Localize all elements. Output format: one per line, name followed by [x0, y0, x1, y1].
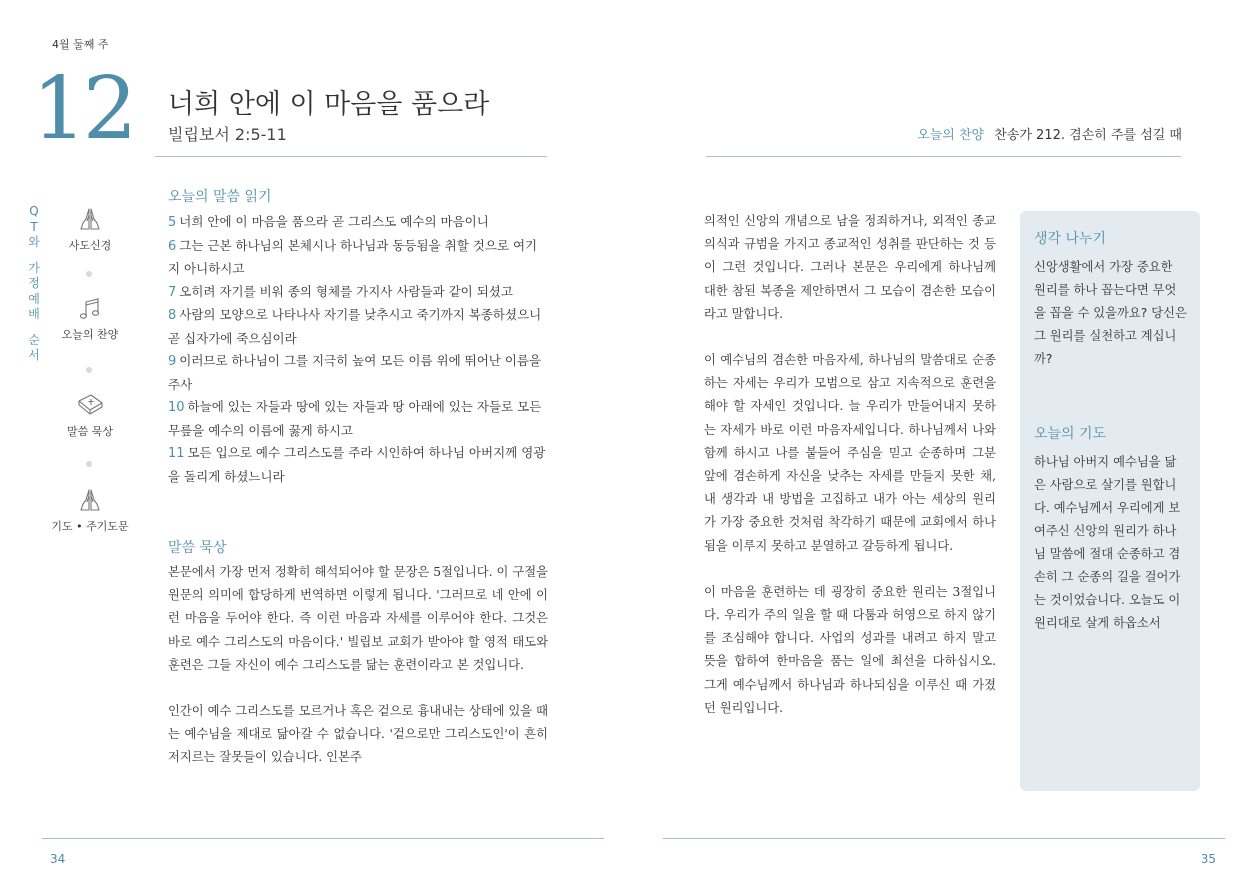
verse-number: 9	[168, 354, 177, 369]
prayer-text: 하나님 아버지 예수님을 닮은 사람으로 살기를 원합니다. 예수님께서 우리에게 보여주신 신앙의 원리가 하나님 말씀에 절대 순종하고 겸손히 그 순종의 길을 걸어가는 것이었습니다. 오늘도 이 원리대로 살게 하옵소서	[1034, 455, 1181, 630]
sidebar-item-label: 사도신경	[68, 239, 112, 252]
verse-item	[168, 396, 548, 442]
praying-hands-icon	[76, 486, 104, 514]
praise-label: 오늘의 찬양	[917, 128, 985, 143]
verse-text: 너희 안에 이 마음을 품으라 곧 그리스도 예수의 마음이니	[179, 214, 489, 229]
day-number: 12	[32, 59, 134, 159]
verse-item	[168, 350, 548, 396]
verse-text: 오히려 자기를 비워 종의 형체를 가지사 사람들과 같이 되셨고	[179, 283, 513, 299]
verse-text: 모든 입으로 예수 그리스도를 주라 시인하여 하나님 아버지께 영광을 돌리게 하셨느니라	[168, 445, 546, 484]
praise-hymn: 찬송가 212. 겸손히 주를 섬길 때	[994, 128, 1182, 143]
sidebar-dot	[86, 461, 92, 467]
sidebar-item-label: 기도 • 주기도문	[51, 520, 129, 533]
verse-text: 사람의 모양으로 나타나사 자기를 낮추시고 죽기까지 복종하셨으니 곧 십자가에 죽으심이라	[168, 307, 542, 346]
share-text: 신앙생활에서 가장 중요한 원리를 하나 꼽는다면 무엇을 꼽을 수 있을까요? 당신은 그 원리를 실천하고 계십니까?	[1034, 260, 1187, 366]
sidebar-item-creed	[50, 205, 130, 253]
bible-icon	[75, 391, 105, 419]
verse-number: 6	[168, 238, 177, 254]
footer-divider	[42, 838, 604, 839]
verse-text: 하늘에 있는 자들과 땅에 있는 자들과 땅 아래에 있는 자들로 모든 무릎을 예수의 이름에 꿇게 하시고	[168, 399, 542, 438]
page-number-left: 34	[50, 852, 66, 866]
meditation-column-left	[168, 561, 548, 793]
verse-item	[168, 235, 548, 281]
verse-item	[168, 442, 548, 488]
sidebar-dot	[86, 271, 92, 277]
sidebar-dot	[86, 367, 92, 373]
scripture-reference: 빌립보서 2:5-11	[168, 125, 287, 144]
meditation-paragraph: 본문에서 가장 먼저 정확히 해석되어야 할 문장은 5절입니다. 이 구절을 원문의 의미에 합당하게 번역하면 이렇게 됩니다. '그러므로 네 안에 이런 마음을 두어야 한다. 즉 이런 마음과 자세를 이루어야 한다. 그것은 바로 예수 그리스도의 마음이다.' 빌립보 교회가 받아야 할 영적 태도와 훈련은 그들 자신이 예수 그리스도를 닮는 훈련이라고 본 것입니다.	[168, 565, 548, 672]
verse-number: 10	[168, 400, 185, 415]
verse-number: 8	[168, 308, 177, 323]
sidebar-item-label: 오늘의 찬양	[61, 328, 119, 341]
sidebar-item-meditation	[50, 391, 130, 439]
page-title: 너희 안에 이 마음을 품으라	[168, 89, 490, 120]
week-label: 4월 둘째 주	[52, 38, 109, 51]
reading-title: 오늘의 말씀 읽기	[168, 189, 272, 205]
page-number-right: 35	[1200, 852, 1216, 866]
verse-text: 그는 근본 하나님의 본체시나 하나님과 동등됨을 취할 것으로 여기지 아니하시고	[168, 237, 538, 276]
vertical-order-title: Q T 와 가 정 예 배 순 서	[28, 204, 40, 362]
verse-number: 5	[168, 215, 177, 230]
share-title: 생각 나누기	[1034, 231, 1107, 247]
reflection-sidebox	[1020, 211, 1200, 791]
verse-text: 이러므로 하나님이 그를 지극히 높여 모든 이름 위에 뛰어난 이름을 주사	[168, 353, 542, 392]
meditation-column-right	[704, 210, 996, 743]
verse-number: 7	[168, 284, 177, 300]
praying-hands-icon	[76, 205, 104, 233]
sidebar-item-label: 말씀 묵상	[66, 425, 113, 438]
sidebar-item-praise	[50, 296, 130, 342]
sidebar-item-prayer	[50, 486, 130, 534]
meditation-title: 말씀 묵상	[168, 540, 227, 556]
praise-line	[917, 124, 1182, 143]
verse-item	[168, 304, 548, 350]
divider	[155, 156, 547, 157]
verse-item	[168, 211, 548, 235]
footer-divider	[663, 838, 1225, 839]
music-note-icon	[77, 296, 103, 322]
meditation-paragraph: 의적인 신앙의 개념으로 남을 정죄하거나, 외적인 종교의식과 규범을 가지고 종교적인 성취를 판단하는 것 등이 그런 것입니다. 그러나 본문은 우리에게 하나님께 대한 참된 복종을 제안하면서 그 모습이 겸손한 모습이라고 말합니다.	[704, 214, 996, 321]
meditation-paragraph: 이 예수님의 겸손한 마음자세, 하나님의 말씀대로 순종하는 자세는 우리가 모범으로 삼고 지속적으로 훈련을 해야 할 자세인 것입니다. 늘 우리가 만들어내지 못하는 자세가 바로 이런 마음자세입니다. 하나님께서 나와 함께 하시고 나를 붙들어 주심을 믿고 순종하며 그분 앞에 겸손하게 자신을 낮추는 자세를 만들지 못한 채, 내 생각과 내 방법을 고집하고 내가 아는 세상의 원리가 가장 중요한 것처럼 착각하기 때문에 교회에서 하나됨을 이루지 못하고 분열하고 갈등하게 됩니다.	[704, 353, 996, 553]
meditation-paragraph: 이 마음을 훈련하는 데 굉장히 중요한 원리는 3절입니다. 우리가 주의 일을 할 때 다툼과 허영으로 하지 않기를 조심해야 합니다. 사업의 성과를 내려고 하지 말고 뜻을 합하여 한마음을 품는 일에 최선을 다하십시오. 그게 예수님께서 하나님과 하나되심을 이루신 때 가졌던 원리입니다.	[704, 584, 996, 715]
verse-list	[168, 211, 548, 488]
verse-item	[168, 281, 548, 305]
meditation-paragraph: 인간이 예수 그리스도를 모르거나 혹은 겉으로 흉내내는 상태에 있을 때는 예수님을 제대로 닮아갈 수 없습니다. '겉으로만 그리스도인'이 흔히 저지르는 잘못들이 있습니다. 인본주	[168, 704, 548, 765]
verse-number: 11	[168, 446, 185, 461]
prayer-title: 오늘의 기도	[1034, 426, 1107, 442]
divider	[706, 156, 1181, 157]
